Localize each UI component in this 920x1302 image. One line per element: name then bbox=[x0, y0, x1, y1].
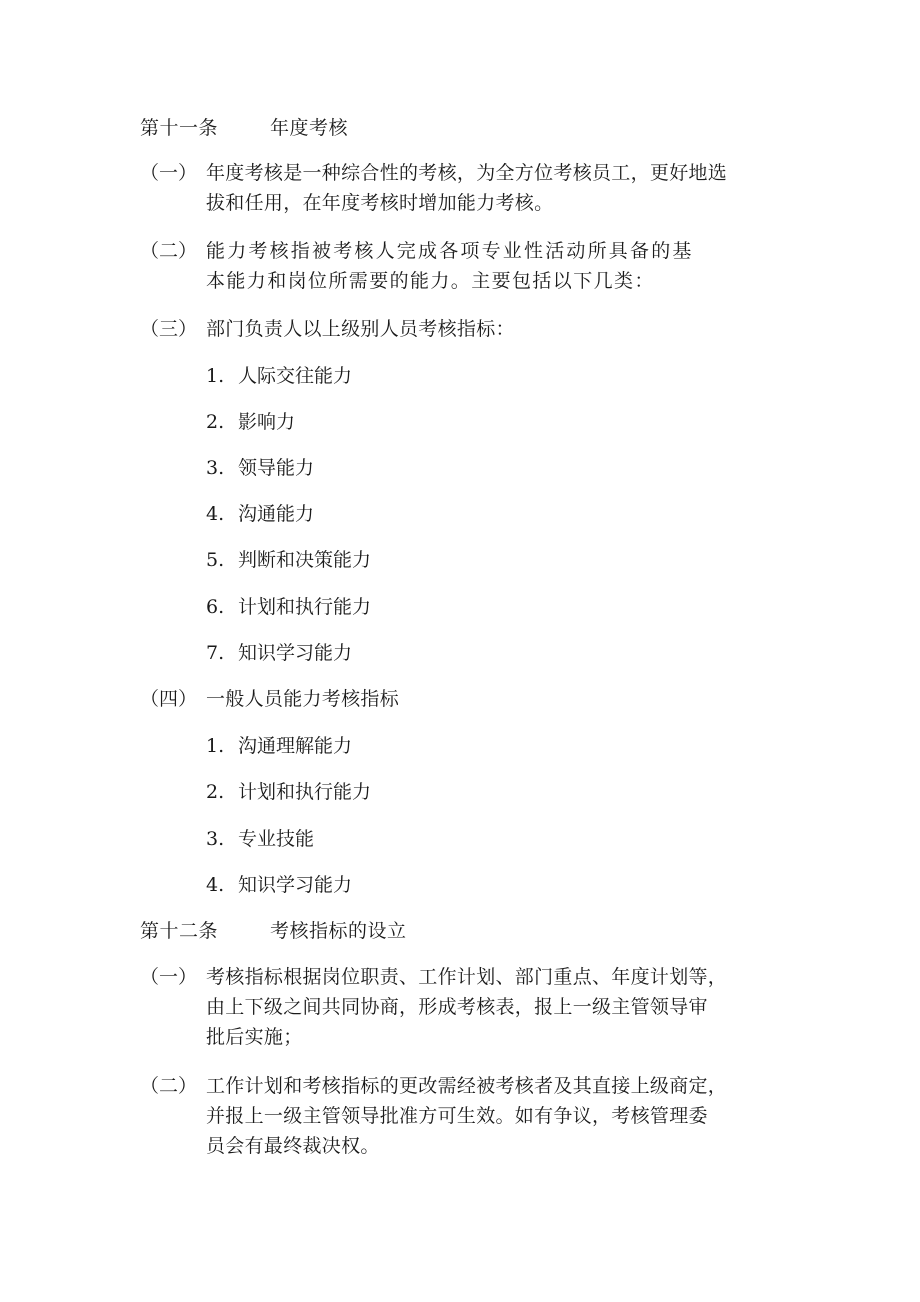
article-11-clause-2 bbox=[140, 236, 780, 296]
clause-line: 批后实施； bbox=[206, 1026, 303, 1048]
clause-line: 本能力和岗位所需要的能力。主要包括以下几类： bbox=[206, 270, 655, 292]
item-number: 1. bbox=[206, 735, 225, 757]
item-number: 5. bbox=[206, 549, 225, 571]
clause-text bbox=[206, 684, 780, 714]
article-12-title: 考核指标的设立 bbox=[270, 920, 407, 942]
clause-line: 由上下级之间共同协商，形成考核表，报上一级主管领导审 bbox=[206, 996, 708, 1018]
clause-line: 并报上一级主管领导批准方可生效。如有争议，考核管理委 bbox=[206, 1105, 708, 1127]
staff-indicator-item bbox=[206, 870, 352, 900]
item-text: 专业技能 bbox=[238, 828, 315, 850]
item-text: 领导能力 bbox=[238, 457, 315, 479]
manager-indicator-item bbox=[206, 592, 371, 622]
item-text: 判断和决策能力 bbox=[238, 549, 372, 571]
clause-text bbox=[206, 1071, 780, 1161]
item-text: 沟通能力 bbox=[238, 503, 315, 525]
clause-line: 员会有最终裁决权。 bbox=[206, 1135, 380, 1157]
clause-label: （一） bbox=[140, 162, 198, 184]
article-11-title: 年度考核 bbox=[270, 117, 349, 139]
clause-line: 一般人员能力考核指标 bbox=[206, 688, 400, 710]
clause-text bbox=[206, 962, 780, 1052]
manager-indicator-item bbox=[206, 407, 295, 437]
article-12-clause-2 bbox=[140, 1071, 780, 1161]
manager-indicator-item bbox=[206, 499, 314, 529]
article-11-clause-3 bbox=[140, 314, 780, 344]
manager-indicator-item bbox=[206, 638, 352, 668]
staff-indicator-item bbox=[206, 731, 352, 761]
staff-indicator-item bbox=[206, 824, 314, 854]
article-11-heading bbox=[140, 113, 348, 143]
item-text: 知识学习能力 bbox=[238, 642, 353, 664]
clause-label: （二） bbox=[140, 1075, 198, 1097]
item-number: 6. bbox=[206, 596, 225, 618]
item-text: 人际交往能力 bbox=[238, 365, 353, 387]
manager-indicator-item bbox=[206, 361, 352, 391]
manager-indicator-item bbox=[206, 545, 371, 575]
item-number: 3. bbox=[206, 828, 225, 850]
clause-label: （四） bbox=[140, 688, 198, 710]
clause-label: （三） bbox=[140, 318, 198, 340]
item-text: 计划和执行能力 bbox=[238, 781, 372, 803]
clause-line: 拔和任用，在年度考核时增加能力考核。 bbox=[206, 192, 554, 214]
clause-line: 工作计划和考核指标的更改需经被考核者及其直接上级商定， bbox=[206, 1075, 728, 1097]
article-11-clause-1 bbox=[140, 158, 780, 218]
clause-text bbox=[206, 314, 780, 344]
item-number: 4. bbox=[206, 503, 225, 525]
item-text: 计划和执行能力 bbox=[238, 596, 372, 618]
item-number: 4. bbox=[206, 874, 225, 896]
clause-text bbox=[206, 236, 780, 296]
article-12-number: 第十二条 bbox=[140, 920, 219, 942]
clause-line: 考核指标根据岗位职责、工作计划、部门重点、年度计划等， bbox=[206, 966, 728, 988]
item-number: 2. bbox=[206, 411, 225, 433]
item-number: 2. bbox=[206, 781, 225, 803]
item-text: 影响力 bbox=[238, 411, 296, 433]
article-11-number: 第十一条 bbox=[140, 117, 219, 139]
article-11-clause-4 bbox=[140, 684, 780, 714]
item-number: 7. bbox=[206, 642, 225, 664]
article-12-heading bbox=[140, 916, 407, 946]
item-text: 沟通理解能力 bbox=[238, 735, 353, 757]
staff-indicator-item bbox=[206, 777, 371, 807]
manager-indicator-item bbox=[206, 453, 314, 483]
clause-label: （一） bbox=[140, 966, 198, 988]
clause-line: 部门负责人以上级别人员考核指标： bbox=[206, 318, 515, 340]
article-12-clause-1 bbox=[140, 962, 780, 1052]
item-number: 1. bbox=[206, 365, 225, 387]
clause-line: 年度考核是一种综合性的考核，为全方位考核员工，更好地选 bbox=[206, 162, 728, 184]
item-text: 知识学习能力 bbox=[238, 874, 353, 896]
clause-text bbox=[206, 158, 780, 218]
clause-line: 能力考核指被考核人完成各项专业性活动所具备的基 bbox=[206, 240, 694, 262]
clause-label: （二） bbox=[140, 240, 198, 262]
item-number: 3. bbox=[206, 457, 225, 479]
